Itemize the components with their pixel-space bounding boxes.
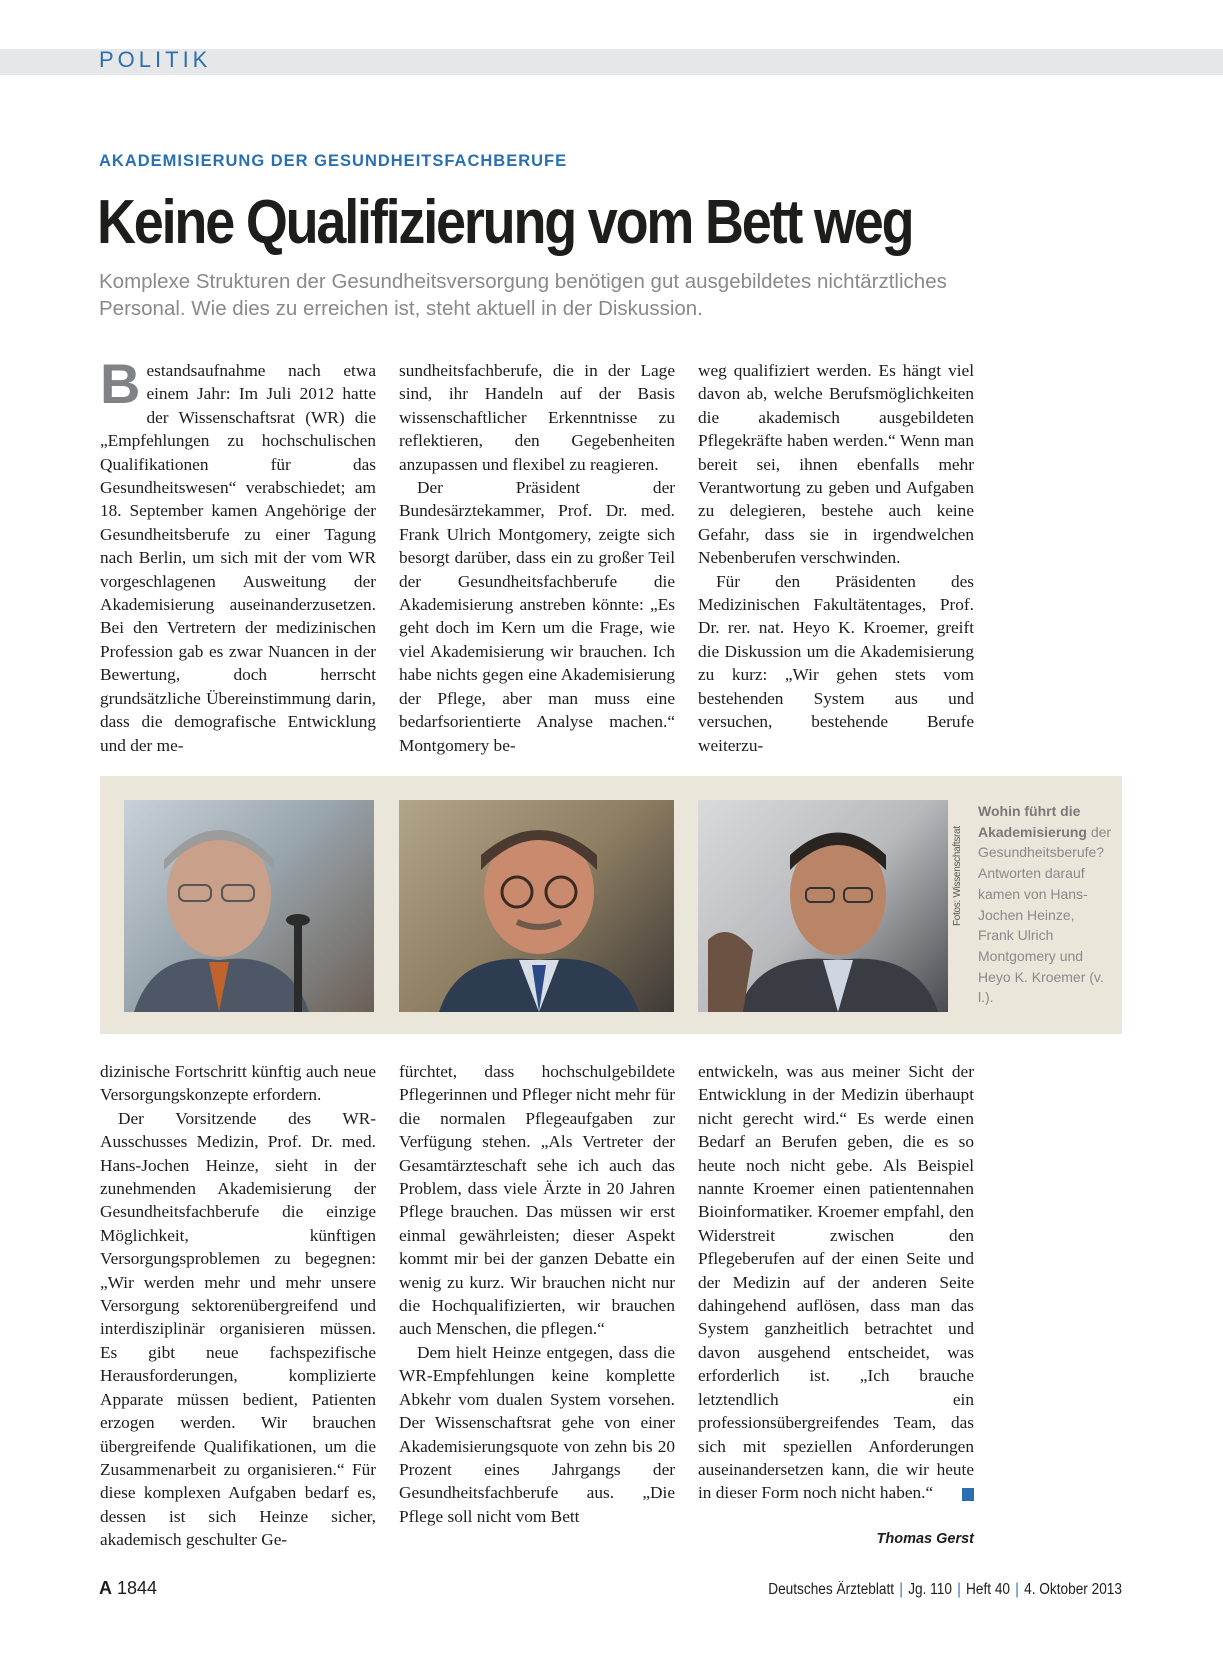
journal-volume: Jg. 110 [908, 1581, 952, 1598]
article-headline: Keine Qualifizierung vom Bett weg [97, 188, 913, 257]
article-kicker: AKADEMISIERUNG DER GESUNDHEITSFACHBERUFE [99, 152, 568, 170]
paragraph: Für den Präsidenten des Medizinischen Fakultätentages, Prof. Dr. rer. nat. Heyo K. Kroemer, greift die Diskussion um die Akademisierung zu kurz: „Wir gehen stets vom bestehenden System aus und versuchen, bestehende Berufe weiterzu- [698, 571, 974, 755]
page-prefix: A [99, 1578, 112, 1598]
article-column-1-top [100, 352, 376, 757]
portrait-illustration [124, 800, 374, 1012]
article-author: Thomas Gerst [876, 1531, 974, 1547]
end-mark-icon [962, 1488, 974, 1501]
paragraph: dizinische Fortschritt künftig auch neue Versorgungskonzepte erfordern. [100, 1062, 376, 1105]
journal-date: 4. Oktober 2013 [1024, 1581, 1122, 1598]
portrait-illustration [698, 800, 948, 1012]
paragraph [100, 352, 376, 757]
photo-kroemer [698, 800, 948, 1012]
section-label: POLITIK [99, 47, 212, 72]
photo-caption [978, 801, 1114, 1008]
paragraph-text: estandsaufnahme nach etwa einem Jahr: Im Juli 2012 hatte der Wissenschaftsrat (WR) die „Empfehlungen zu hochschulischen Qualifikationen für das Gesundheitswesen“ verabschiedet; am 18. September kamen Angehörige der Gesundheitsberufe zu einer Tagung nach Berlin, um sich mit der vom WR vorgeschlagenen Ausweitung der Akademisierung auseinanderzusetzen. Bei den Vertretern der medizinischen Profession gab es zwar Nuancen in der Bewertung, doch herrscht grundsätzliche Übereinstimmung darin, dass die demografische Entwicklung und der me- [100, 361, 376, 755]
drop-cap: B [100, 352, 141, 415]
paragraph: Dem hielt Heinze entgegen, dass die WR-Empfehlungen keine komplette Abkehr vom dualen System vorsehen. Der Wissenschaftsrat gehe von einer Akademisierungsquote von zehn bis 20 Prozent eines Jahrgangs der Gesundheitsfachberufe aus. „Die Pflege soll nicht vom Bett [399, 1342, 675, 1526]
photo-heinze [124, 800, 374, 1012]
journal-issue: Heft 40 [966, 1581, 1011, 1598]
journal-name: Deutsches Ärzteblatt [768, 1581, 895, 1598]
caption-bold: Wohin führt die Akademisierung [978, 803, 1087, 840]
footer-separator: | [899, 1581, 903, 1598]
journal-footer [768, 1581, 1122, 1599]
article-column-3-bottom [698, 1060, 974, 1505]
article-column-3-top [698, 359, 974, 757]
paragraph [698, 1060, 974, 1505]
page-number [99, 1578, 157, 1599]
photo-credit: Fotos: Wissenschaftsrat [952, 826, 963, 926]
caption-text: der Gesundheitsberufe? Antworten darauf kamen von Hans-Jochen Heinze, Frank Ulrich Montgomery und Heyo K. Kroemer (v. l.). [978, 823, 1112, 1006]
article-column-2-top [399, 359, 675, 757]
photo-montgomery [399, 800, 674, 1012]
footer-separator: | [1015, 1581, 1019, 1598]
paragraph: Der Vorsitzende des WR-Ausschusses Medizin, Prof. Dr. med. Hans-Jochen Heinze, sieht in der zunehmenden Akademisierung der Gesundheitsfachberufe die einzige Möglichkeit, künftigen Versorgungsproblemen zu begegnen: „Wir werden mehr und mehr unsere Versorgung sektorenübergreifend und interdisziplinär organisieren müssen. Es gibt neue fachspezifische Herausforderungen, komplizierte Apparate müssen bedient, Patienten erzogen werden. Wir brauchen übergreifende Qualifikationen, um die Zusammenarbeit zu organisieren.“ Für diese komplexen Aufgaben bedarf es, dessen ist sich Heinze sicher, akademisch geschulter Ge- [100, 1108, 376, 1550]
footer-separator: | [957, 1581, 961, 1598]
paragraph: weg qualifiziert werden. Es hängt viel davon ab, welche Berufsmöglichkeiten die akademisch ausgebildeten Pflegekräfte haben werden.“ Wenn man bereit sei, ihnen ebenfalls mehr Verantwortung zu geben und Aufgaben zu delegieren, bestehe auch keine Gefahr, dass sie in irgendwelchen Nebenberufen verschwinden. [698, 361, 974, 568]
paragraph: Der Präsident der Bundesärztekammer, Prof. Dr. med. Frank Ulrich Montgomery, zeigte sich besorgt darüber, dass ein zu großer Teil der Gesundheitsfachberufe die Akademisierung anstreben könnte: „Es geht doch im Kern um die Frage, wie viel Akademisierung wir brauchen. Ich habe nichts gegen eine Akademisierung der Pflege, aber man muss eine bedarfsorientierte Analyse machen.“ Montgomery be- [399, 478, 675, 755]
article-subtitle: Komplexe Strukturen der Gesundheitsversorgung benötigen gut ausgebildetes nichtärztliches Personal. Wie dies zu erreichen ist, steht aktuell in der Diskussion. [99, 270, 947, 320]
article-column-1-bottom [100, 1060, 376, 1552]
paragraph: sundheitsfachberufe, die in der Lage sind, ihr Handeln auf der Basis wissenschaftlicher Erkenntnisse zu reflektieren, den Gegebenheiten anzupassen und flexibel zu reagieren. [399, 361, 675, 474]
paragraph-text: entwickeln, was aus meiner Sicht der Entwicklung in der Medizin überhaupt nicht gerecht wird.“ Es werde einen Bedarf an Berufen geben, die es so heute noch nicht gebe. Als Beispiel nannte Kroemer einen patientennahen Bioinformatiker. Kroemer empfahl, den Widerstreit zwischen den Pflegeberufen auf der einen Seite und der Medizin auf der anderen Seite dahingehend auflösen, dass man das System ganzheitlich betrachtet und davon ausgehend entscheidet, was erforderlich ist. „Ich brauche letztendlich ein professionsübergreifendes Team, das sich mit speziellen Anforderungen auseinandersetzen kann, die wir heute in dieser Form noch nicht haben.“ [698, 1062, 974, 1503]
photo-strip [100, 776, 1122, 1034]
article-column-2-bottom [399, 1060, 675, 1528]
page-number-value: 1844 [117, 1578, 158, 1598]
portrait-illustration [399, 800, 674, 1012]
paragraph: fürchtet, dass hochschulgebildete Pflegerinnen und Pfleger nicht mehr für die normalen Pflegeaufgaben zur Verfügung stehen. „Als Vertreter der Gesamtärzteschaft sehe ich auch das Problem, dass viele Ärzte in 20 Jahren Pflege brauchen. Das müssen wir erst einmal gewährleisten; dieser Aspekt kommt mir bei der ganzen Debatte ein wenig zu kurz. Wir brauchen nicht nur die Hochqualifizierten, wir brauchen auch Menschen, die pflegen.“ [399, 1062, 675, 1339]
